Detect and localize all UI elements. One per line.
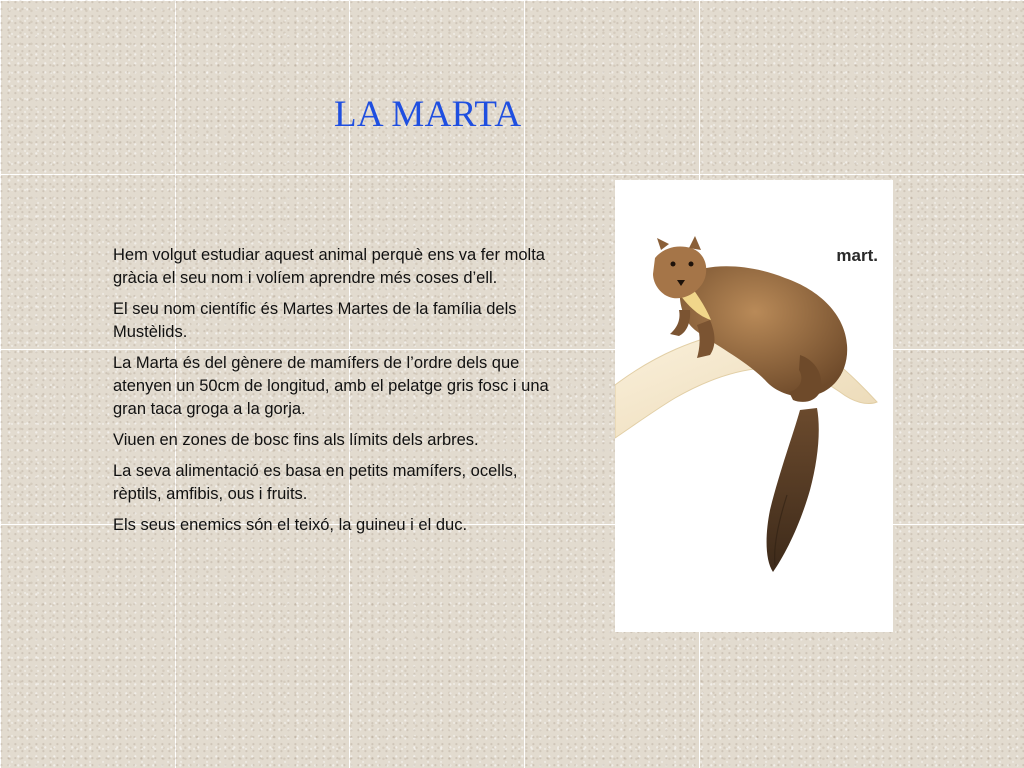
page-title: LA MARTA [334,94,522,135]
paragraph-diet: La seva alimentació es basa en petits mamífers, ocells, rèptils, amfibis, ous i fruits. [113,462,518,503]
marten-tail [767,408,819,572]
paragraph-enemies: Els seus enemics són el teixó, la guineu i el duc. [113,516,468,534]
paragraph-scientific-name: El seu nom científic és Martes Martes de la família dels Mustèlids. [113,300,517,341]
paragraph-description: La Marta és del gènere de mamífers de l’ordre dels que atenyen un 50cm de longitud, amb el pelatge gris fosc i una gran taca groga a la gorja. [113,354,549,418]
marten-figure [615,180,893,632]
body-text [113,244,561,545]
paragraph-habitat: Viuen en zones de bosc fins als límits dels arbres. [113,431,479,449]
figure-label: mart. [836,246,878,265]
paragraph-intro: Hem volgut estudiar aquest animal perquè ens va fer molta gràcia el seu nom i volíem aprendre més coses d’ell. [113,246,545,287]
